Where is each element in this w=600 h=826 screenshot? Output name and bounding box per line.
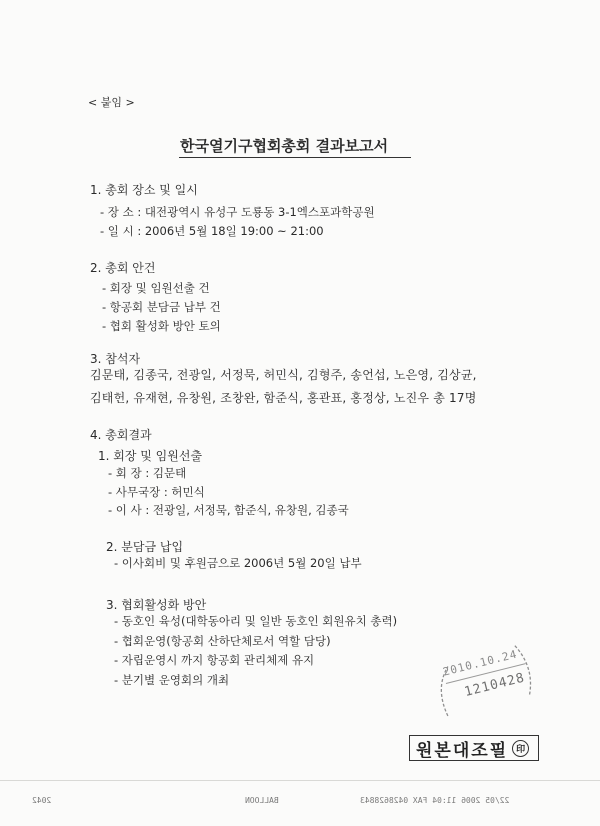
- result-3-item: - 자립운영시 까지 항공회 관리체제 유지: [114, 653, 315, 667]
- result-2-heading: 2. 분담금 납입: [106, 540, 184, 554]
- fax-footer-sender: BALLOON: [245, 796, 279, 805]
- section-4-heading: 4. 총회결과: [90, 428, 152, 442]
- fax-footer-page: 2042: [32, 796, 52, 805]
- fax-footer-header: 22/05 2006 11:04 FAX 0428628843: [360, 796, 510, 805]
- stamp-number-text: 1210428: [462, 670, 527, 700]
- stamp-date-text: 2010.10.24: [441, 647, 519, 679]
- result-1-item: - 이 사 : 전광일, 서정묵, 함준식, 유창원, 김종국: [108, 503, 349, 517]
- result-1-heading: 1. 회장 및 임원선출: [98, 449, 203, 463]
- result-3-item: - 협회운영(항공회 산하단체로서 역할 담당): [114, 634, 331, 648]
- receipt-date-stamp: [426, 635, 545, 732]
- document-title: 한국열기구협회총회 결과보고서: [180, 137, 389, 155]
- section-2-item: - 협회 활성화 방안 토의: [102, 319, 221, 333]
- result-2-item: - 이사회비 및 후원금으로 2006년 5월 20일 납부: [114, 556, 362, 570]
- page-fold-line: [0, 780, 600, 781]
- result-3-item: - 분기별 운영회의 개최: [114, 673, 230, 687]
- section-2-item: - 회장 및 임원선출 건: [102, 281, 210, 295]
- section-1-place: - 장 소 : 대전광역시 유성구 도룡동 3-1엑스포과학공원: [100, 205, 375, 219]
- original-verified-stamp: [409, 735, 539, 761]
- result-1-item: - 사무국장 : 허민식: [108, 485, 205, 499]
- attendee-list-line-2: 김태헌, 유재현, 유창원, 조창완, 함준식, 홍관표, 홍정상, 노진우 총 17명: [90, 391, 477, 405]
- result-3-item: - 동호인 육성(대학동아리 및 일반 동호인 회원유치 총력): [114, 614, 398, 628]
- attendee-list-line-1: 김문태, 김종국, 전광일, 서정묵, 허민식, 김형주, 송언섭, 노은영, 김상균,: [90, 368, 477, 382]
- section-2-heading: 2. 총회 안건: [90, 261, 156, 275]
- original-verified-label: 원본대조필: [416, 740, 509, 761]
- title-underline: [179, 157, 411, 158]
- attachment-note: < 붙임 >: [88, 96, 135, 109]
- section-2-item: - 항공회 분담금 납부 건: [102, 300, 221, 314]
- section-1-heading: 1. 총회 장소 및 일시: [90, 183, 198, 197]
- result-1-item: - 회 장 : 김문태: [108, 466, 187, 480]
- section-1-datetime: - 일 시 : 2006년 5월 18일 19:00 ~ 21:00: [100, 224, 324, 238]
- result-3-heading: 3. 협회활성화 방안: [106, 598, 207, 612]
- section-3-heading: 3. 참석자: [90, 352, 141, 366]
- seal-icon: 印: [512, 740, 529, 757]
